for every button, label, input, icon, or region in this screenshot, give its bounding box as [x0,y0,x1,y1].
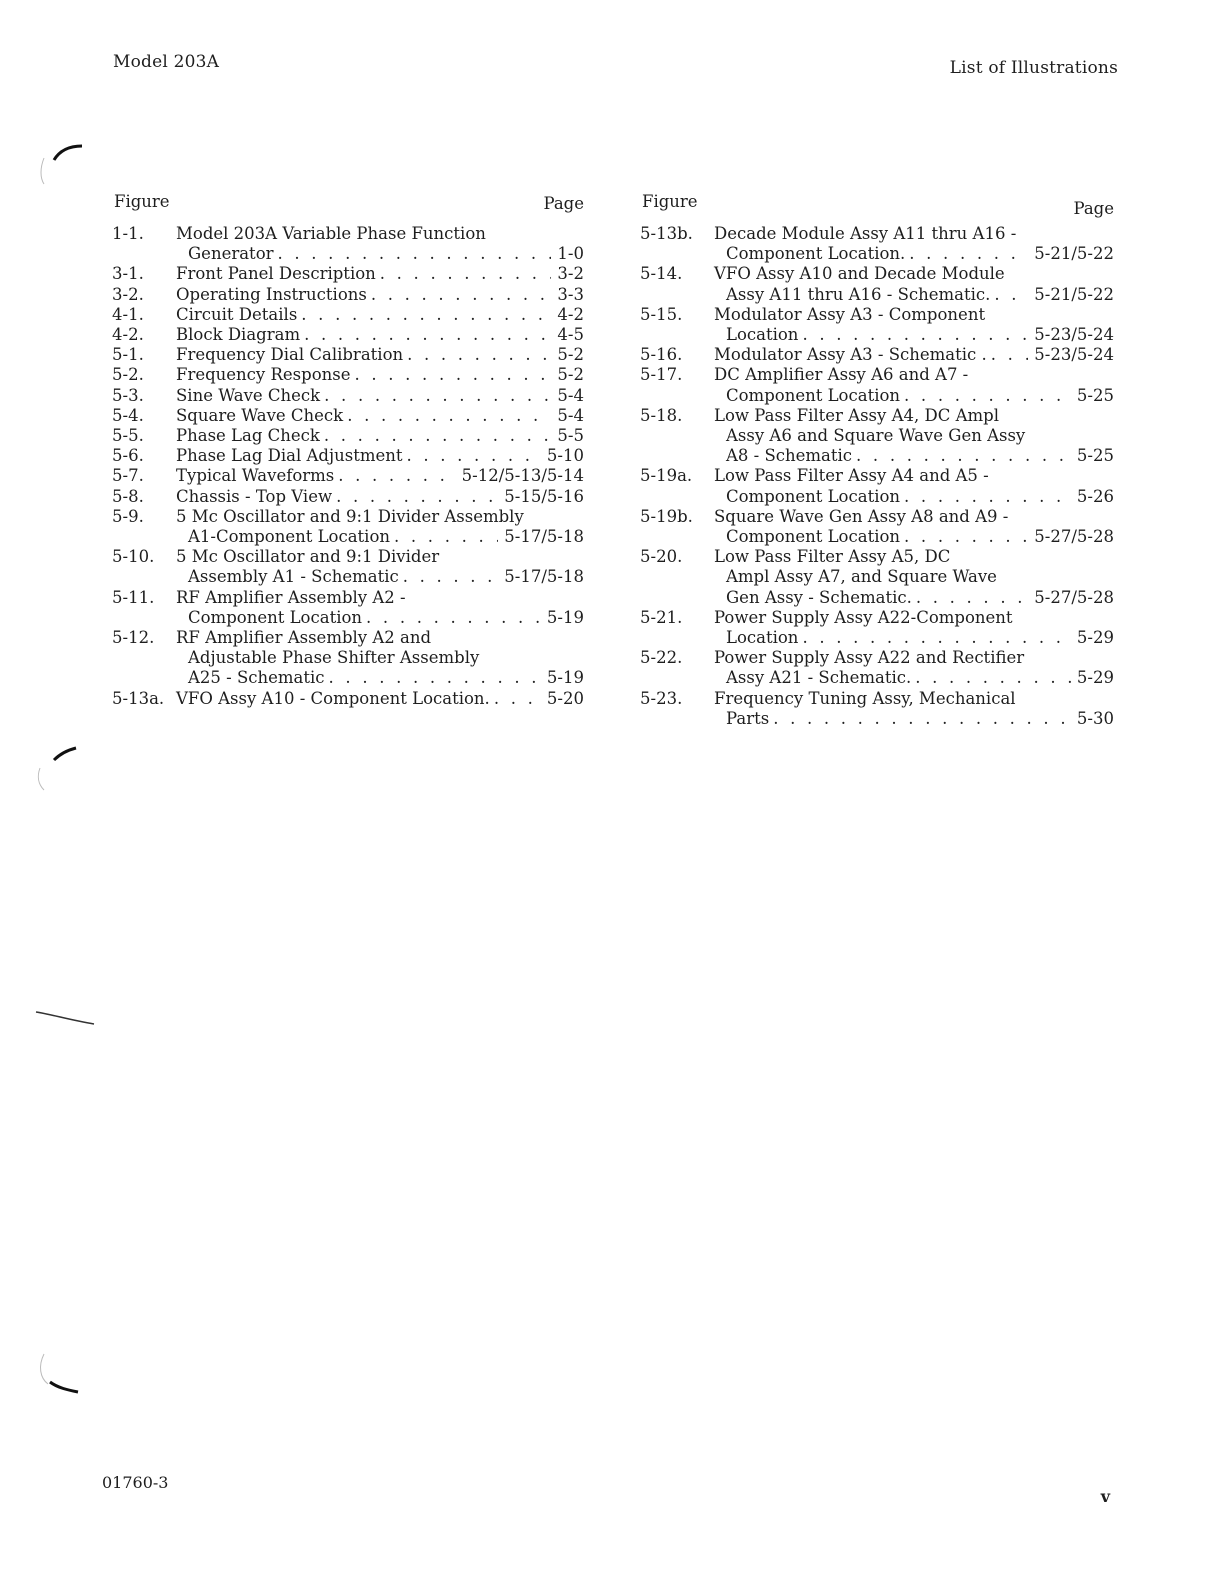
figure-page: 5-30 [1076,708,1114,728]
dot-leader [399,567,499,587]
dot-leader [900,487,1071,507]
dot-leader [351,365,552,385]
figure-column-label: Figure [114,192,170,211]
figure-title: Component Location [188,607,363,627]
figure-number: 5-11. [112,587,155,607]
figure-title: Square Wave Check [176,405,344,425]
figure-entry [640,648,1114,688]
figure-title: Typical Waveforms [176,466,335,486]
figure-entry [640,345,1114,365]
figure-page: 5-17/5-18 [504,527,584,547]
dot-leader [852,446,1071,466]
figure-title: Phase Lag Check [176,426,320,446]
dot-leader [912,588,1028,608]
dot-leader [905,244,1028,264]
figure-title: Assy A21 - Schematic. [726,668,912,688]
figure-entry [112,305,584,325]
figure-page: 5-15/5-16 [504,486,584,506]
figure-page: 5-20 [546,688,584,708]
figure-entry [112,386,584,406]
figure-title: Low Pass Filter Assy A5, DC [714,547,951,567]
figure-title: Assy A6 and Square Wave Gen Assy [726,426,1026,446]
dot-leader [325,668,541,688]
figure-title: Low Pass Filter Assy A4 and A5 - [714,466,989,486]
figure-title: Parts [726,708,770,728]
figure-title: Modulator Assy A3 - Component [714,304,986,324]
figure-title: Square Wave Gen Assy A8 and A9 - [714,506,1009,526]
figure-number: 5-19b. [640,506,693,526]
figure-entry [112,547,584,587]
figure-number: 3-2. [112,284,144,304]
figure-page: 3-2 [557,264,584,284]
figure-title: RF Amplifier Assembly A2 - [176,587,406,607]
figure-title: Power Supply Assy A22 and Rectifier [714,648,1025,668]
figure-entry [112,507,584,547]
figure-number: 4-1. [112,304,144,324]
header-model: Model 203A [113,52,220,72]
dot-leader [490,689,541,709]
dot-leader [376,264,552,284]
figure-title: Front Panel Description [176,264,376,284]
figure-title: Chassis - Top View [176,486,333,506]
figures-column-left [112,190,584,709]
figure-number: 5-10. [112,547,155,567]
figure-title: Location [726,325,799,345]
figure-entry [112,406,584,426]
figure-page: 5-4 [557,385,584,405]
figure-title: Sine Wave Check [176,385,321,405]
binder-hole-mark-3 [30,1000,100,1030]
figure-page: 5-5 [557,426,584,446]
dot-leader [798,325,1028,345]
figure-page: 3-3 [557,284,584,304]
dot-leader [332,487,498,507]
figure-number: 5-20. [640,547,683,567]
document-number: 01760-3 [102,1473,169,1492]
figure-page: 5-23/5-24 [1034,345,1114,365]
figure-title: Modulator Assy A3 - Schematic . [714,345,987,365]
figure-number: 5-16. [640,345,683,365]
figure-number: 1-1. [112,224,144,243]
dot-leader [362,608,541,628]
figure-title: Frequency Dial Calibration [176,345,404,365]
dot-leader [987,345,1029,365]
figure-column-label: Figure [642,192,698,211]
figure-page: 5-19 [546,607,584,627]
figure-page: 5-17/5-18 [504,567,584,587]
figure-number: 5-22. [640,648,683,668]
figures-column-right [640,190,1114,729]
figure-entry [640,365,1114,405]
dot-leader [900,386,1071,406]
dot-leader [798,628,1070,648]
figure-page: 5-25 [1076,385,1114,405]
figure-number: 5-9. [112,506,144,526]
figure-page: 5-21/5-22 [1034,284,1114,304]
figure-title: VFO Assy A10 - Component Location. [176,688,490,708]
figure-title: Block Diagram [176,325,301,345]
figure-entry [640,547,1114,608]
figure-page: 4-5 [557,325,584,345]
figure-entry [640,608,1114,648]
figure-title: Low Pass Filter Assy A4, DC Ampl [714,405,999,425]
figure-number: 5-17. [640,365,683,385]
figure-entry [640,466,1114,506]
figure-entry [112,588,584,628]
figure-number: 5-4. [112,405,144,425]
figure-number: 5-13a. [112,688,165,708]
figure-title: Location [726,628,799,648]
figure-number: 5-13b. [640,224,693,243]
figure-title: Decade Module Assy A11 thru A16 - [714,224,1017,243]
figure-page: 5-27/5-28 [1034,587,1114,607]
figure-title: Assembly A1 - Schematic [188,567,399,587]
dot-leader [403,345,551,365]
figure-title: Ampl Assy A7, and Square Wave [726,567,997,587]
figure-entry [112,224,584,264]
figure-page: 5-26 [1076,486,1114,506]
figure-entry [640,689,1114,729]
figure-page: 5-27/5-28 [1034,527,1114,547]
figure-title: Phase Lag Dial Adjustment [176,446,403,466]
figure-title: 5 Mc Oscillator and 9:1 Divider [176,547,440,567]
figure-title: Frequency Tuning Assy, Mechanical [714,688,1016,708]
figure-page: 5-29 [1076,628,1114,648]
figure-number: 5-12. [112,628,155,648]
figure-page: 5-29 [1076,668,1114,688]
figure-number: 5-1. [112,345,144,365]
figure-title: Component Location [726,385,901,405]
page-column-label: Page [543,194,584,213]
binder-hole-mark-4 [34,1350,84,1400]
figure-entry [112,345,584,365]
page-column-label: Page [1073,199,1114,218]
figure-title: Component Location. [726,244,906,264]
figure-number: 5-14. [640,264,683,284]
dot-leader [320,386,551,406]
figure-number: 5-15. [640,304,683,324]
dot-leader [900,527,1028,547]
dot-leader [390,527,498,547]
figure-title: Generator [188,244,274,264]
figure-title: Circuit Details [176,304,298,324]
figure-page: 4-2 [557,304,584,324]
figure-title: VFO Assy A10 and Decade Module [714,264,1005,284]
figure-entry [112,487,584,507]
figure-page: 5-2 [557,365,584,385]
dot-leader [403,446,541,466]
figure-page: 5-12/5-13/5-14 [461,466,584,486]
figure-entry [112,285,584,305]
figure-entry [112,426,584,446]
dot-leader [320,426,552,446]
figure-number: 5-19a. [640,466,693,486]
dot-leader [300,325,551,345]
figure-number: 5-6. [112,446,144,466]
dot-leader [334,466,455,486]
figure-entry [112,466,584,486]
figure-entry [112,365,584,385]
figure-page: 5-19 [546,668,584,688]
figure-title: Power Supply Assy A22-Component [714,607,1013,627]
figure-page: 5-10 [546,446,584,466]
figure-number: 5-21. [640,607,683,627]
figure-entry [112,325,584,345]
binder-hole-mark-2 [32,742,82,792]
figure-entry [112,628,584,689]
figure-title: A8 - Schematic [726,446,853,466]
figure-title: Assy A11 thru A16 - Schematic. [726,284,991,304]
figure-entry [640,406,1114,467]
binder-hole-mark-1 [34,138,84,188]
dot-leader [990,285,1028,305]
figure-entry [640,305,1114,345]
figure-number: 3-1. [112,264,144,284]
figure-page: 5-21/5-22 [1034,244,1114,264]
figure-title: Model 203A Variable Phase Function [176,224,486,243]
dot-leader [274,244,552,264]
figure-title: Component Location [726,486,901,506]
figure-page: 5-4 [557,405,584,425]
figure-number: 5-18. [640,405,683,425]
figure-entry [640,264,1114,304]
figure-entry [112,446,584,466]
figure-entry [640,224,1114,264]
figure-entry [112,264,584,284]
figure-title: A1-Component Location [188,527,391,547]
figure-title: Gen Assy - Schematic. [726,587,912,607]
figure-page: 5-2 [557,345,584,365]
figure-number: 5-23. [640,688,683,708]
figure-title: 5 Mc Oscillator and 9:1 Divider Assembly [176,506,524,526]
figure-number: 4-2. [112,325,144,345]
figure-number: 5-8. [112,486,144,506]
figure-number: 5-2. [112,365,144,385]
figure-page: 5-25 [1076,446,1114,466]
figure-title: Operating Instructions [176,284,367,304]
figure-page: 1-0 [557,244,584,264]
figure-title: Adjustable Phase Shifter Assembly [188,648,480,668]
figure-number: 5-7. [112,466,144,486]
dot-leader [911,668,1071,688]
figure-title: Component Location [726,527,901,547]
figure-entry [640,507,1114,547]
header-section-title: List of Illustrations [949,58,1118,78]
page-number: v [1100,1487,1110,1506]
figure-number: 5-3. [112,385,144,405]
dot-leader [343,406,551,426]
figure-title: RF Amplifier Assembly A2 and [176,628,432,648]
dot-leader [367,285,552,305]
figure-title: A25 - Schematic [188,668,325,688]
figure-title: DC Amplifier Assy A6 and A7 - [714,365,969,385]
figure-title: Frequency Response [176,365,351,385]
figure-entry [112,689,584,709]
dot-leader [297,305,551,325]
figure-page: 5-23/5-24 [1034,325,1114,345]
dot-leader [769,709,1071,729]
figure-number: 5-5. [112,426,144,446]
